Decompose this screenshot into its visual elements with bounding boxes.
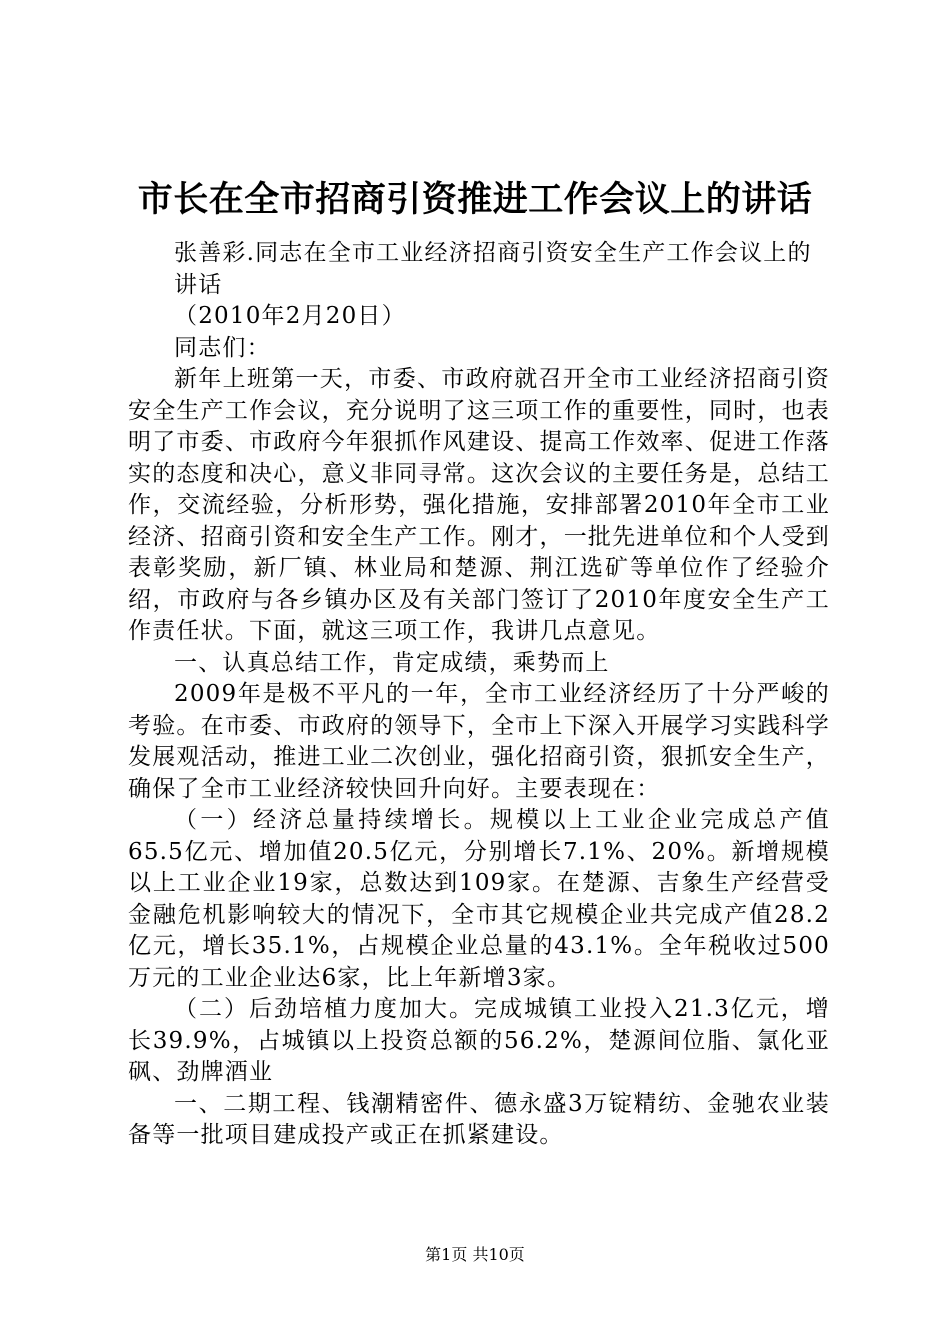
paragraph: 同志们：: [174, 334, 271, 361]
paragraph: （2010年2月20日）: [174, 303, 406, 329]
document-body: [128, 238, 830, 1152]
page-number-footer: 第1页 共10页: [425, 1245, 525, 1264]
document-title: 市长在全市招商引资推进工作会议上的讲话: [137, 179, 813, 220]
paragraph: （二）后劲培植力度加大。完成城镇工业投入21.3亿元，增长39.9%，占城镇以上投资总额的56.2%，楚源间位脂、氯化亚砜、劲牌酒业: [128, 996, 830, 1085]
paragraph: 讲话: [174, 271, 223, 298]
section-heading: 一、认真总结工作，肯定成绩，乘势而上: [174, 649, 610, 676]
paragraph: （一）经济总量持续增长。规模以上工业企业完成总产值65.5亿元、增加值20.5亿元，分别增长7.1%、20%。新增规模以上工业企业19家，总数达到109家。在楚源、吉象生产经营受金融危机影响较大的情况下，全市其它规模企业共完成产值28.2亿元，增长35.1%，占规模企业总量的43.1%。全年税收过500万元的工业企业达6家，比上年新增3家。: [128, 807, 830, 991]
paragraph: 一、二期工程、钱潮精密件、德永盛3万锭精纺、金驰农业装备等一批项目建成投产或正在抓紧建设。: [128, 1090, 830, 1148]
paragraph: 张善彩.同志在全市工业经济招商引资安全生产工作会议上的: [174, 240, 812, 266]
paragraph: 新年上班第一天，市委、市政府就召开全市工业经济招商引资安全生产工作会议，充分说明了这三项工作的重要性，同时，也表明了市委、市政府今年狠抓作风建设、提高工作效率、促进工作落实的态度和决心，意义非同寻常。这次会议的主要任务是，总结工作，交流经验，分析形势，强化措施，安排部署2010年全市工业经济、招商引资和安全生产工作。刚才，一批先进单位和个人受到表彰奖励，新厂镇、林业局和楚源、荆江选矿等单位作了经验介绍，市政府与各乡镇办区及有关部门签订了2010年度安全生产工作责任状。下面，就这三项工作，我讲几点意见。: [128, 366, 830, 644]
paragraph: 2009年是极不平凡的一年，全市工业经济经历了十分严峻的考验。在市委、市政府的领导下，全市上下深入开展学习实践科学发展观活动，推进工业二次创业，强化招商引资，狠抓安全生产，确保了全市工业经济较快回升向好。主要表现在：: [128, 681, 830, 802]
